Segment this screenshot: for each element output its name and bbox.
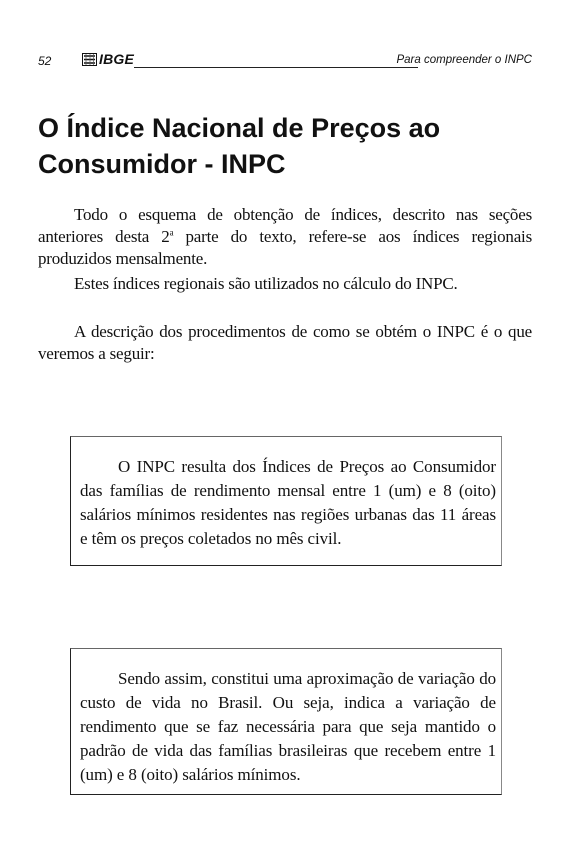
page-number: 52: [38, 54, 52, 68]
running-title: Para compreender o INPC: [396, 54, 532, 66]
logo-text: IBGE: [99, 51, 135, 67]
procedure-paragraph: A descrição dos procedimentos de como se obtém o INPC é o que veremos a seguir:: [38, 322, 532, 363]
header-rule: [134, 67, 418, 68]
ibge-logo-icon: [82, 53, 97, 66]
ordinal-indicator: a: [169, 227, 174, 238]
intro-paragraph-text-start: Todo o esquema de obtenção de índices, descrito nas seções anteriores desta 2: [38, 205, 532, 246]
chapter-title-line-1: O Índice Nacional de Preços ao: [38, 113, 441, 143]
chapter-title: [38, 110, 538, 182]
regional-index-paragraph: Estes índices regionais são utilizados no cálculo do INPC.: [74, 274, 458, 293]
page-header: [38, 50, 532, 72]
cost-of-living-box: [70, 648, 502, 795]
inpc-definition-text: O INPC resulta dos Índices de Preços ao Consumidor das famílias de rendimento mensal entre 1 (um) e 8 (oito) salários mínimos residentes nas regiões urbanas das 11 áreas e têm os preços coletados no mês civil.: [80, 457, 496, 548]
chapter-title-line-2: Consumidor - INPC: [38, 149, 286, 179]
intro-paragraph-text-end: parte do texto, refere-se aos índices regionais produzidos mensalmente.: [38, 227, 533, 268]
cost-of-living-text: Sendo assim, constitui uma aproximação de variação do custo de vida no Brasil. Ou seja, indica a variação de rendimento que se faz necessária para que seja mantido o padrão de vida das famílias brasileiras que recebem entre 1 (um) e 8 (oito) salários mínimos.: [80, 669, 496, 784]
inpc-definition-box: [70, 436, 502, 566]
intro-paragraph: [38, 204, 532, 270]
ibge-logo: [82, 51, 134, 67]
